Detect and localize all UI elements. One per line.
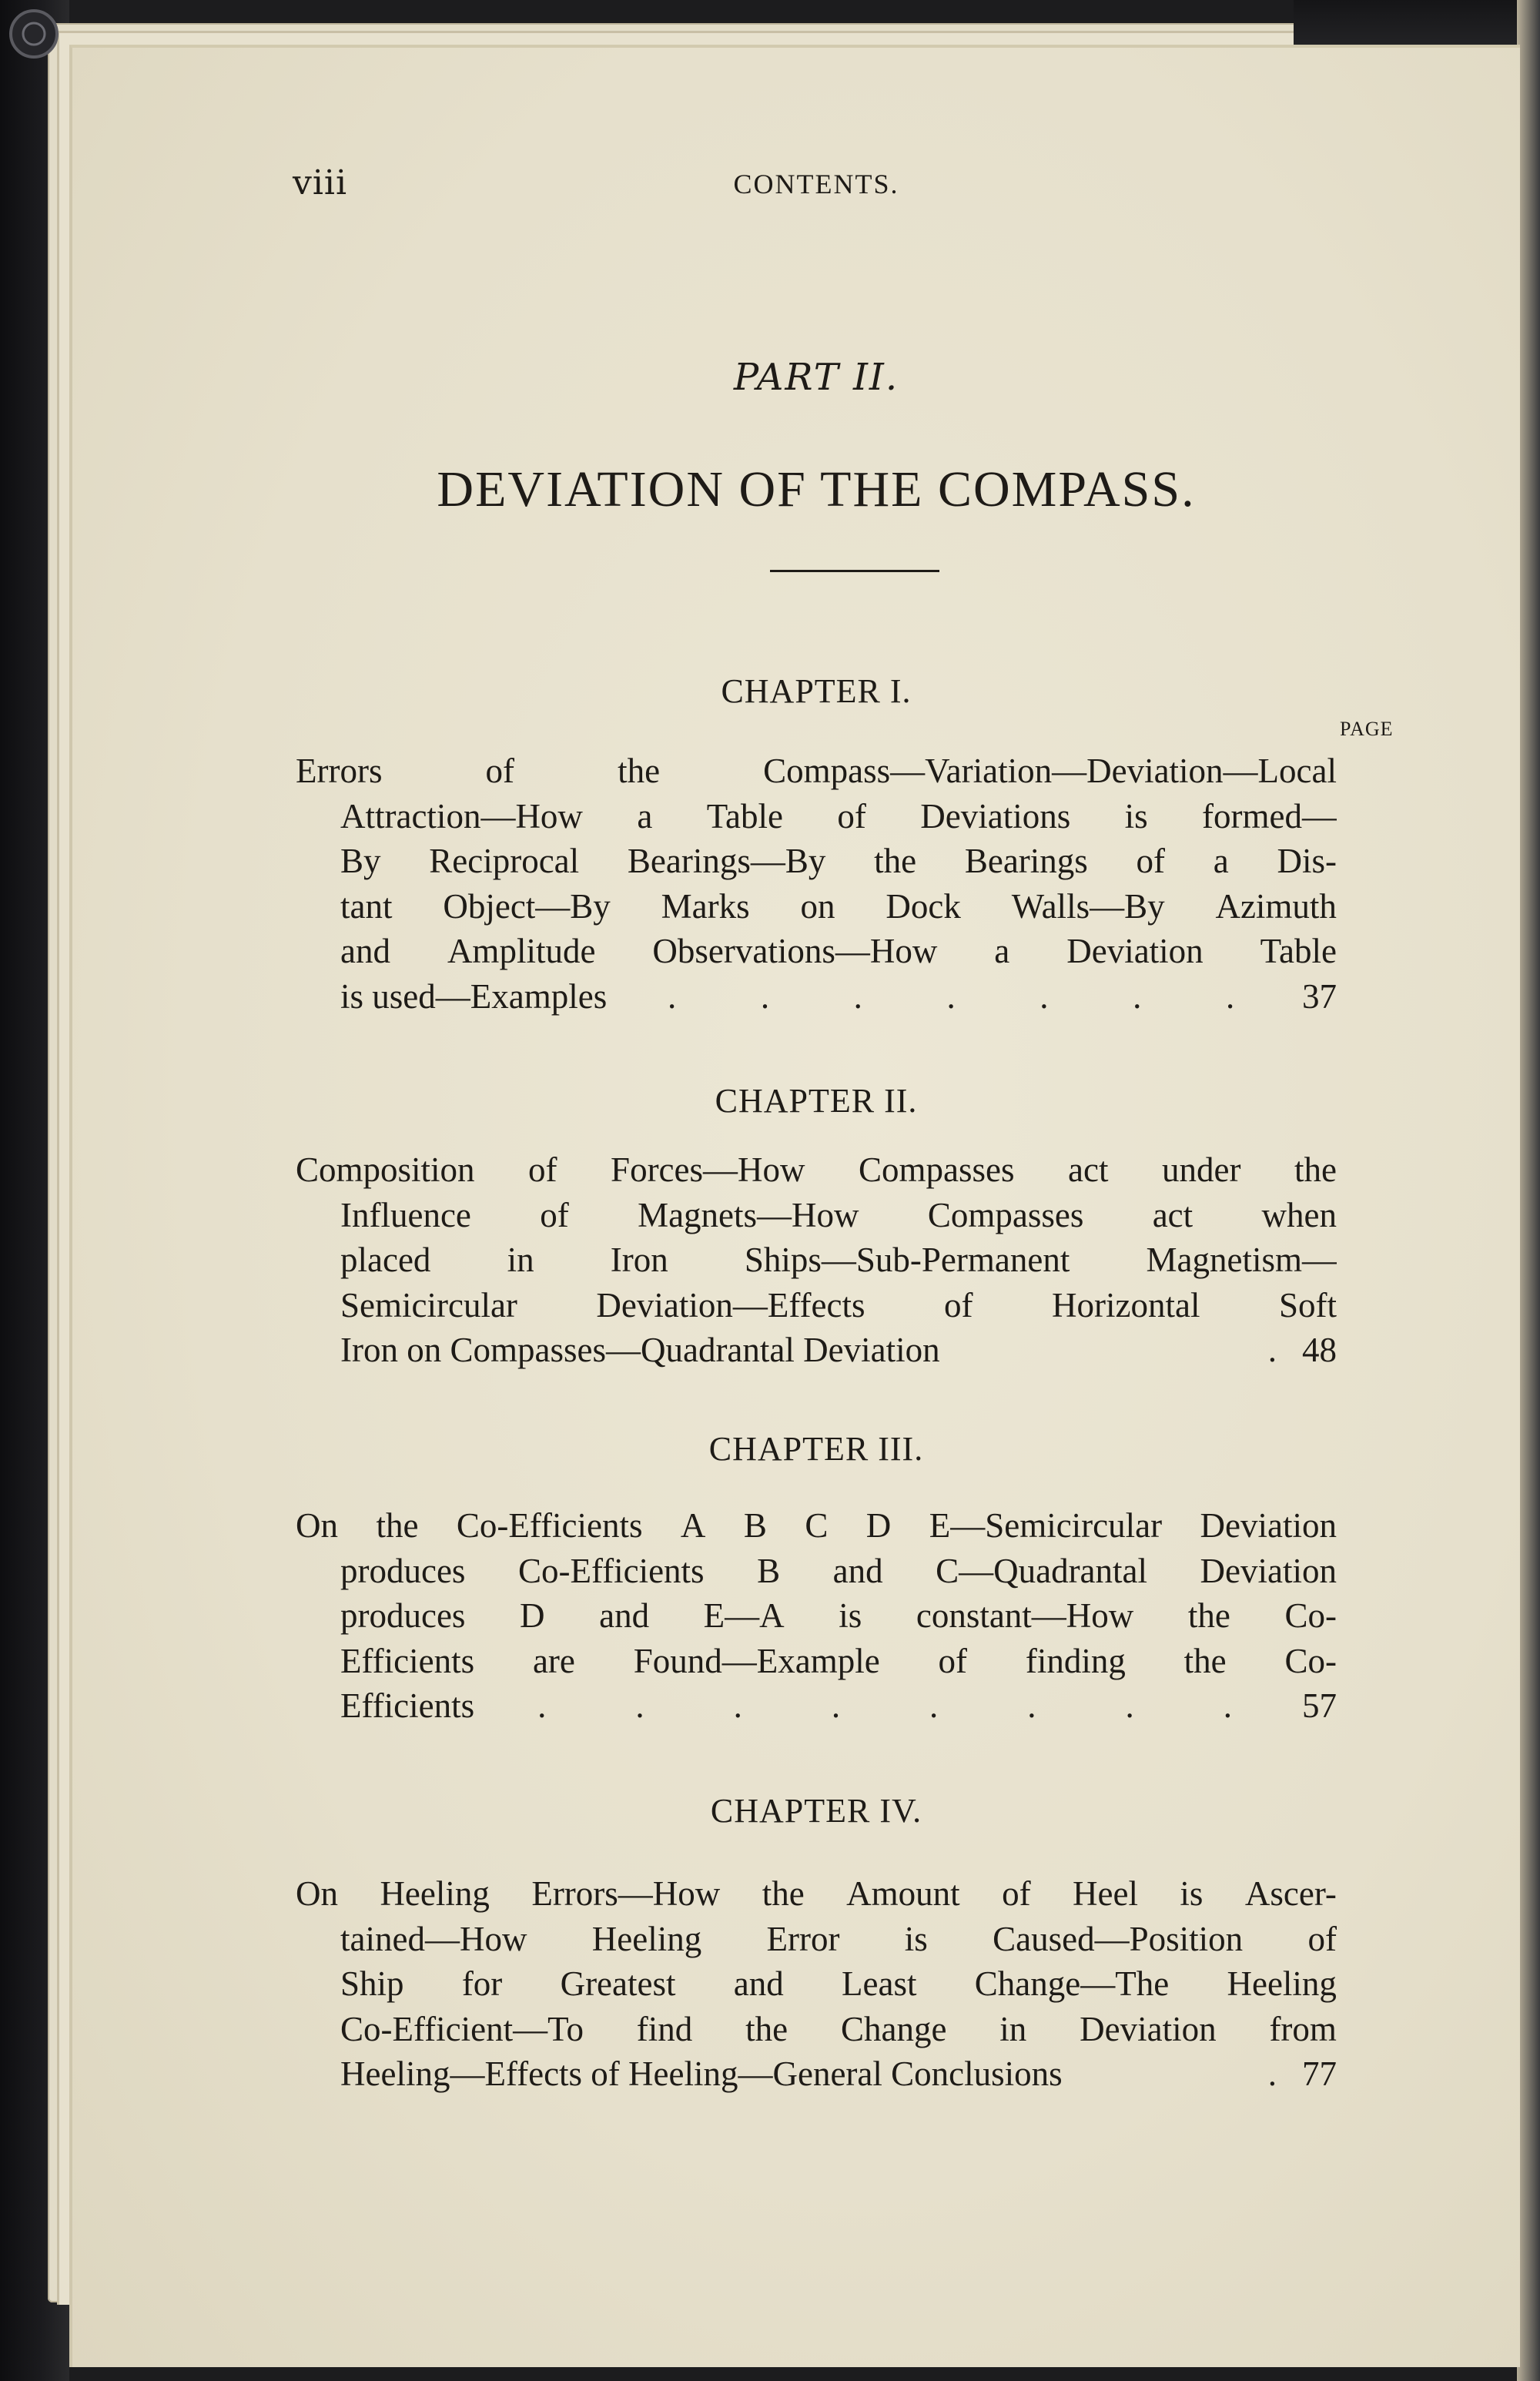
entry-line-text: Efficients: [340, 1686, 475, 1725]
entry-word: Attraction—How: [340, 796, 583, 836]
entry-word: Horizontal: [1052, 1285, 1200, 1324]
entry-word: Compasses: [859, 1150, 1015, 1189]
entry-line-text: Iron on Compasses—Quadrantal Deviation: [340, 1331, 940, 1369]
leader-dot: .: [1267, 2054, 1277, 2093]
leader-dot: .: [1027, 1686, 1036, 1725]
entry-last-line: [296, 974, 1337, 1020]
entry-line: [296, 1193, 1337, 1238]
leader-dot: .: [1267, 1331, 1277, 1369]
library-stamp-icon: [3, 3, 86, 86]
entry-word: Bearings—By: [627, 842, 826, 880]
entry-line: [296, 1871, 1337, 1917]
entry-word: for: [461, 1964, 503, 2003]
entry-word: and: [599, 1596, 650, 1635]
entry-line-text: [340, 1961, 1337, 2007]
entry-word: Deviation: [1080, 2009, 1217, 2048]
entry-word: the: [376, 1506, 419, 1545]
entry-word: Change—The: [974, 1964, 1170, 2003]
entry-word: the: [618, 752, 661, 790]
entry-word: Efficients: [340, 1641, 475, 1680]
entry-word: of: [837, 796, 866, 836]
entry-word: produces: [340, 1551, 466, 1590]
entry-line-text: [340, 1549, 1337, 1594]
entry-word: E—A: [703, 1596, 785, 1635]
entry-word: in: [507, 1241, 534, 1279]
entry-line-text: [296, 1503, 1337, 1549]
entry-word: Bearings: [964, 842, 1088, 880]
leader-dot: .: [831, 1686, 841, 1725]
entry-word: On: [296, 1874, 338, 1913]
entry-word: A: [680, 1506, 706, 1545]
entry-line-text: [340, 1237, 1337, 1283]
entry-word: Compass—Variation—Deviation—Local: [763, 752, 1337, 790]
entry-word: is: [839, 1596, 862, 1635]
leader-dot: .: [853, 976, 862, 1016]
entry-line: [296, 929, 1337, 974]
leader-dot: .: [1125, 1686, 1134, 1725]
chapter-heading: CHAPTER I.: [721, 672, 912, 710]
part-label: PART II.: [733, 356, 899, 399]
entry-word: Observations—How: [652, 932, 938, 970]
entry-word: find: [636, 2009, 693, 2048]
entry-word: is: [1124, 796, 1148, 836]
entry-word: placed: [340, 1241, 431, 1279]
chapter-entry: [296, 748, 1337, 1019]
entry-line-text: is used—Examples: [340, 976, 608, 1016]
entry-line: [296, 1147, 1337, 1193]
entry-word: Co-Efficient—To: [340, 2009, 584, 2048]
entry-word: Caused—Position: [993, 1919, 1244, 1958]
entry-word: Compasses: [927, 1195, 1084, 1234]
entry-word: E—Semicircular: [929, 1506, 1163, 1545]
entry-word: Azimuth: [1215, 886, 1337, 926]
entry-word: Least: [842, 1964, 917, 2003]
entry-word: in: [999, 2009, 1027, 2048]
leader-dot: .: [537, 1686, 547, 1725]
entry-word: Greatest: [560, 1964, 676, 2003]
entry-word: Heeling: [591, 1919, 702, 1958]
entry-word: Found—Example: [633, 1641, 880, 1680]
entry-word: Errors—How: [531, 1874, 721, 1913]
entry-line: [296, 1961, 1337, 2007]
running-title: CONTENTS.: [733, 169, 899, 199]
entry-word: Co-: [1284, 1596, 1337, 1635]
leader-dot: .: [760, 976, 770, 1016]
entry-word: a: [637, 796, 653, 836]
dot-leaders: [607, 974, 1291, 1020]
leader-dot: .: [635, 1686, 644, 1725]
entry-word: Semicircular: [340, 1285, 517, 1324]
entry-word: when: [1261, 1195, 1337, 1234]
entry-word: Co-Efficients: [517, 1551, 705, 1590]
entry-word: the: [762, 1874, 805, 1913]
entry-word: Table: [1260, 932, 1337, 970]
entry-word: of: [944, 1285, 973, 1324]
entry-word: tant: [340, 886, 393, 926]
running-head: [293, 163, 1340, 209]
entry-line-text: [340, 1193, 1337, 1238]
entry-word: Heeling: [1227, 1964, 1337, 2003]
entry-word: By: [340, 842, 381, 880]
entry-line-text: [296, 1871, 1337, 1917]
entry-word: act: [1068, 1150, 1109, 1189]
entry-word: the: [745, 2009, 788, 2048]
entry-line-text: [340, 1283, 1337, 1328]
entry-line: [296, 1639, 1337, 1684]
entry-word: Change: [840, 2009, 947, 2048]
entry-word: On: [296, 1506, 338, 1545]
entry-word: is: [904, 1919, 928, 1958]
entry-word: Reciprocal: [429, 842, 580, 880]
entry-word: Ascer-: [1244, 1874, 1337, 1913]
entry-word: and: [733, 1964, 784, 2003]
leader-dot: .: [1223, 1686, 1232, 1725]
entry-line-text: [340, 794, 1337, 839]
entry-word: Object—By: [443, 886, 611, 926]
entry-word: constant—How: [916, 1596, 1134, 1635]
chapter-entry: [296, 1147, 1337, 1373]
chapter-heading: CHAPTER IV.: [710, 1792, 922, 1830]
entry-word: B: [743, 1506, 767, 1545]
entry-word: of: [528, 1150, 557, 1189]
entry-word: Walls—By: [1011, 886, 1165, 926]
chapter-heading: CHAPTER II.: [715, 1082, 918, 1120]
entry-last-line: [296, 1683, 1337, 1729]
leader-dot: .: [1040, 976, 1049, 1016]
entry-word: are: [532, 1641, 575, 1680]
entry-line: [296, 2007, 1337, 2052]
entry-word: formed—: [1202, 796, 1337, 836]
entry-word: is: [1180, 1874, 1204, 1913]
page-reference: 48: [1302, 1331, 1337, 1369]
entry-word: Co-Efficients: [456, 1506, 643, 1545]
entry-line-text: [340, 2007, 1337, 2052]
entry-word: Forces—How: [611, 1150, 805, 1189]
entry-word: a: [994, 932, 1010, 970]
entry-line-text: Heeling—Effects of Heeling—General Conclusions: [340, 2054, 1063, 2093]
entry-word: Error: [766, 1919, 840, 1958]
entry-word: Deviation: [1200, 1506, 1337, 1545]
leader-dot: .: [667, 976, 677, 1016]
entry-word: Dis-: [1277, 842, 1337, 880]
page-reference: 57: [1302, 1686, 1337, 1725]
entry-line-text: [296, 748, 1337, 794]
entry-word: Errors: [296, 752, 383, 790]
entry-word: Amount: [846, 1874, 960, 1913]
entry-word: Ship: [340, 1964, 404, 2003]
page-reference: 77: [1302, 2054, 1337, 2093]
entry-word: Amplitude: [447, 932, 596, 970]
entry-line-text: [340, 884, 1337, 929]
entry-word: Deviation—Effects: [596, 1285, 865, 1324]
entry-line-text: [340, 839, 1337, 884]
entry-word: Table: [706, 796, 783, 836]
entry-word: D: [520, 1596, 545, 1635]
entry-line: [296, 794, 1337, 839]
part-title: DEVIATION OF THE COMPASS.: [437, 461, 1196, 517]
entry-word: finding: [1025, 1641, 1126, 1680]
entry-word: produces: [340, 1596, 466, 1635]
entry-word: Soft: [1278, 1285, 1337, 1324]
entry-word: under: [1161, 1150, 1241, 1189]
entry-word: of: [485, 752, 515, 790]
title-rule: [770, 570, 939, 572]
entry-line-text: [340, 1639, 1337, 1684]
entry-word: Dock: [886, 886, 961, 926]
entry-line: [296, 1283, 1337, 1328]
entry-word: and: [832, 1551, 883, 1590]
chapter-entry: [296, 1871, 1337, 2097]
entry-word: Magnetism—: [1146, 1241, 1337, 1279]
chapter-entry: [296, 1503, 1337, 1729]
entry-word: from: [1269, 2009, 1337, 2048]
entry-word: C—Quadrantal: [936, 1551, 1147, 1590]
entry-line: [296, 1237, 1337, 1283]
entry-word: a: [1213, 842, 1229, 880]
entry-word: tained—How: [340, 1919, 527, 1958]
entry-word: Influence: [340, 1195, 471, 1234]
entry-word: and: [340, 932, 390, 970]
entry-line: [296, 1917, 1337, 1962]
entry-word: Composition: [296, 1150, 475, 1189]
chapter-heading: CHAPTER III.: [708, 1430, 924, 1468]
leader-dot: .: [946, 976, 956, 1016]
entry-word: C: [805, 1506, 829, 1545]
entry-word: Ships—Sub-Permanent: [744, 1241, 1070, 1279]
entry-word: Deviations: [920, 796, 1071, 836]
entry-word: the: [874, 842, 917, 880]
entry-word: Heeling: [380, 1874, 490, 1913]
entry-word: Magnets—How: [638, 1195, 859, 1234]
entry-line-text: [340, 1593, 1337, 1639]
dot-leaders: [940, 1328, 1291, 1373]
entry-line: [296, 1549, 1337, 1594]
entry-word: of: [938, 1641, 968, 1680]
dot-leaders: [474, 1683, 1291, 1729]
page-reference: 37: [1302, 976, 1337, 1016]
entry-word: on: [800, 886, 835, 926]
entry-line: [296, 748, 1337, 794]
entry-word: act: [1152, 1195, 1194, 1234]
entry-word: of: [1136, 842, 1166, 880]
entry-word: Heel: [1073, 1874, 1138, 1913]
entry-line: [296, 839, 1337, 884]
entry-word: of: [1002, 1874, 1031, 1913]
entry-word: the: [1187, 1596, 1230, 1635]
leader-dot: .: [1133, 976, 1142, 1016]
entry-word: the: [1183, 1641, 1227, 1680]
entry-line-text: [296, 1147, 1337, 1193]
entry-word: B: [757, 1551, 781, 1590]
entry-word: Iron: [610, 1241, 668, 1279]
leader-dot: .: [1225, 976, 1235, 1016]
entry-last-line: [296, 2051, 1337, 2097]
entry-word: D: [865, 1506, 892, 1545]
entry-line: [296, 884, 1337, 929]
entry-line: [296, 1593, 1337, 1639]
entry-word: of: [540, 1195, 569, 1234]
entry-line: [296, 1503, 1337, 1549]
dot-leaders: [1063, 2051, 1291, 2097]
entry-word: Co-: [1284, 1641, 1337, 1680]
page-column-label: PAGE: [1340, 718, 1394, 740]
leader-dot: .: [733, 1686, 742, 1725]
entry-word: Deviation: [1200, 1551, 1337, 1590]
entry-word: of: [1307, 1919, 1337, 1958]
entry-last-line: [296, 1328, 1337, 1373]
entry-word: the: [1294, 1150, 1337, 1189]
entry-word: Marks: [661, 886, 750, 926]
leader-dot: .: [929, 1686, 939, 1725]
entry-word: Deviation: [1066, 932, 1204, 970]
entry-line-text: [340, 929, 1337, 974]
entry-line-text: [340, 1917, 1337, 1962]
page-number-folio: viii: [293, 163, 348, 203]
